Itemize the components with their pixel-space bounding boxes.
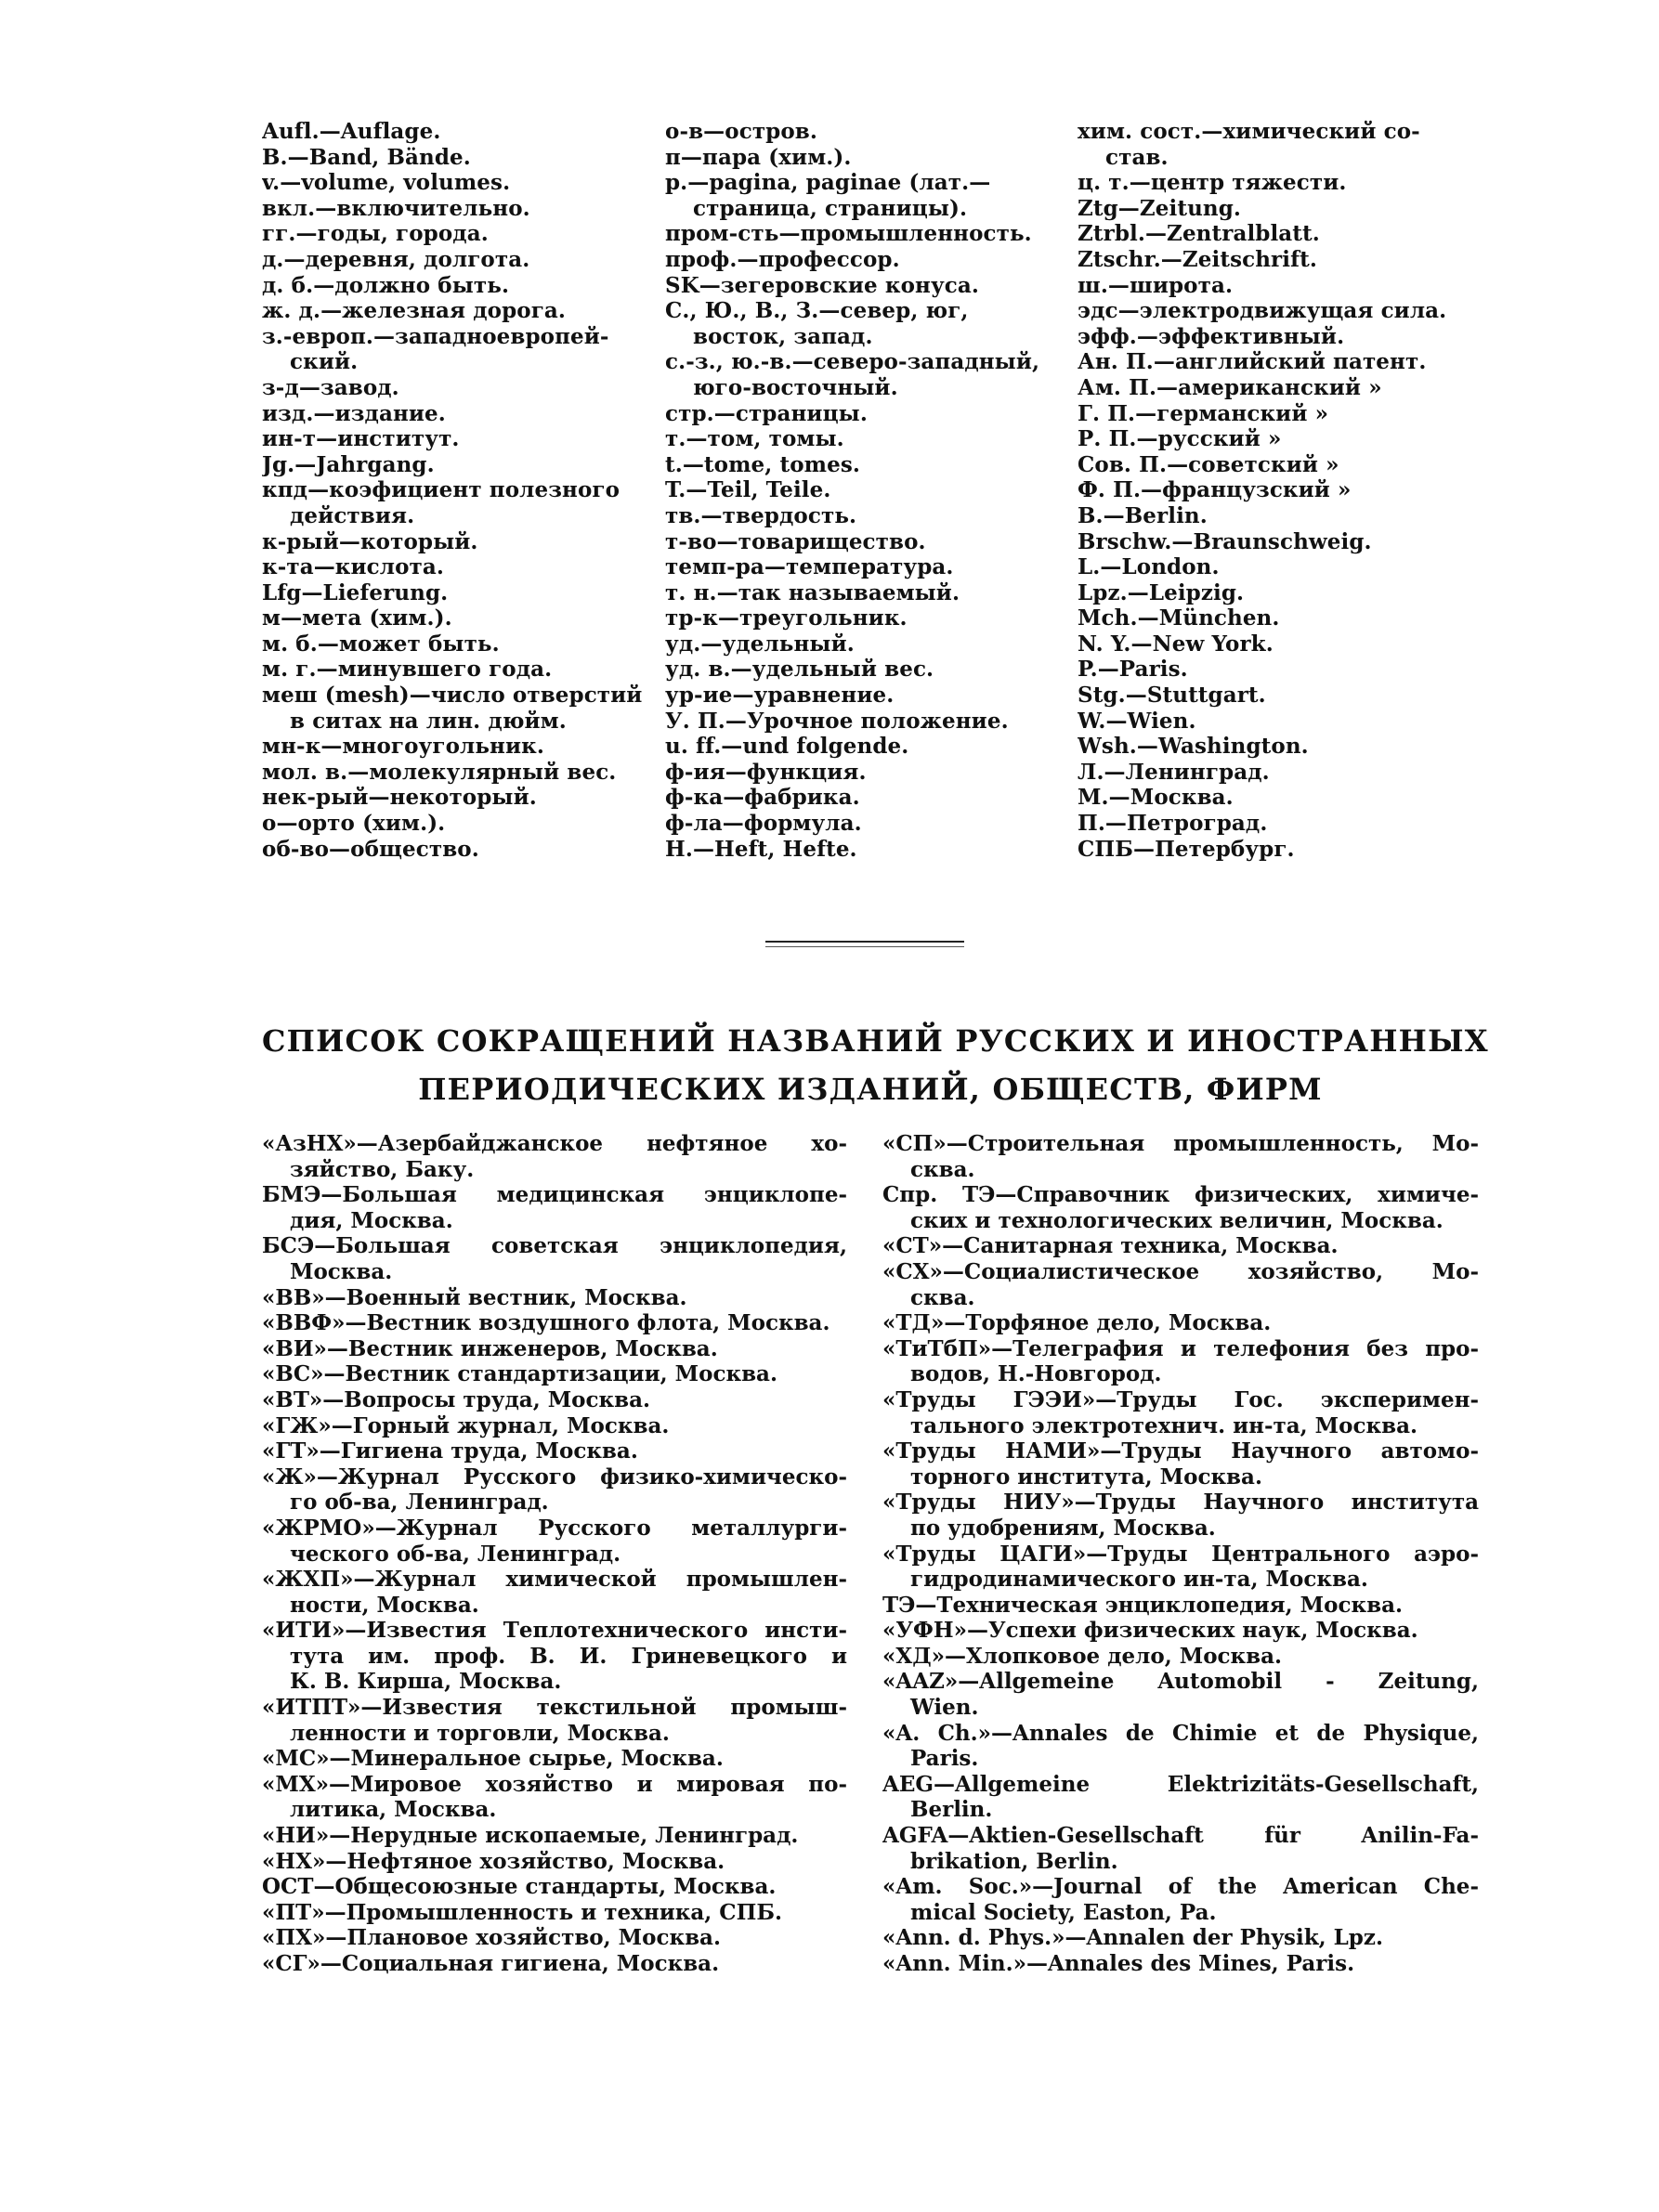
periodical-entry-line: го об-ва, Ленинград. <box>290 1490 549 1516</box>
abbreviation-entry-line: Ф. П.—французский » <box>1078 477 1352 503</box>
periodical-entry-line: AGFA—Aktien-Gesellschaft für Anilin-Fa- <box>882 1823 1479 1849</box>
periodical-entry-line: «СТ»—Санитарная техника, Москва. <box>882 1233 1339 1259</box>
periodical-entry <box>882 1669 1479 1720</box>
abbreviation-entry-line: эдс—электродвижущая сила. <box>1078 298 1447 324</box>
abbreviation-entry-line: нек-рый—некоторый. <box>262 785 537 811</box>
abbreviation-entry-line: Ztg—Zeitung. <box>1078 195 1242 221</box>
section-divider <box>765 941 964 947</box>
abbreviation-entry-line: м—мета (хим.). <box>262 605 452 631</box>
abbreviation-entry-line: м. б.—может быть. <box>262 631 500 657</box>
periodical-entry-line: литика, Москва. <box>290 1797 497 1823</box>
abbreviation-entry-line: ский. <box>290 349 359 375</box>
abbreviation-entry-line: тв.—твердость. <box>665 502 857 528</box>
abbreviation-entry-line: р.—pagina, paginae (лат.— <box>665 170 991 196</box>
abbreviation-entry-line: Brschw.—Braunschweig. <box>1078 528 1372 554</box>
periodical-entry-line: ОСТ—Общесоюзные стандарты, Москва. <box>262 1874 777 1900</box>
periodical-entry <box>882 1772 1479 1823</box>
periodical-entry <box>262 1567 847 1618</box>
periodical-entry-line: «ЖХП»—Журнал химической промышлен- <box>262 1567 847 1593</box>
periodical-entry-line: по удобрениям, Москва. <box>910 1515 1216 1541</box>
abbreviation-entry-line: вкл.—включительно. <box>262 195 530 221</box>
periodical-entry <box>262 1285 847 1311</box>
periodical-entry-line: «A. Ch.»—Annales de Chimie et de Physique, <box>882 1720 1479 1746</box>
periodical-entry-line: «МС»—Минеральное сырье, Москва. <box>262 1746 724 1772</box>
abbreviation-entry-line: м. г.—минувшего года. <box>262 657 553 683</box>
abbreviation-entry-line: У. П.—Урочное положение. <box>665 708 1009 734</box>
abbreviation-entry-line: B.—Band, Bände. <box>262 144 471 170</box>
abbreviation-entry-line: SK—зегеровские конуса. <box>665 272 979 298</box>
abbreviation-entry-line: Ztschr.—Zeitschrift. <box>1078 246 1317 272</box>
abbreviation-entry-line: B.—Berlin. <box>1078 502 1208 528</box>
periodical-entry-line: «ТиТбП»—Телеграфия и телефония без про- <box>882 1335 1479 1361</box>
abbreviation-entry-line: Lpz.—Leipzig. <box>1078 579 1245 605</box>
periodical-entry-line: «Ann. Min.»—Annales des Mines, Paris. <box>882 1951 1355 1976</box>
periodical-entry-line: «УФН»—Успехи физических наук, Москва. <box>882 1618 1418 1644</box>
abbreviation-entry-line: к-та—кислота. <box>262 554 445 580</box>
periodical-entry-line: «ГТ»—Гигиена труда, Москва. <box>262 1438 638 1464</box>
section-title-line-2: ПЕРИОДИЧЕСКИХ ИЗДАНИЙ, ОБЩЕСТВ, ФИРМ <box>418 1072 1323 1107</box>
periodical-entry-line: «ИТПТ»—Известия текстильной промыш- <box>262 1695 847 1721</box>
periodical-entry <box>882 1259 1479 1310</box>
periodical-entry-line: «ВС»—Вестник стандартизации, Москва. <box>262 1361 777 1387</box>
periodical-entry-line: Спр. ТЭ—Справочник физических, химиче- <box>882 1182 1479 1208</box>
periodical-entry <box>882 1336 1479 1387</box>
abbreviation-entry-line: H.—Heft, Hefte. <box>665 836 857 862</box>
abbreviation-entry-line: уд. в.—удельный вес. <box>665 657 934 683</box>
abbreviation-entry-line: эфф.—эффективный. <box>1078 323 1345 349</box>
periodical-entry <box>882 1925 1479 1951</box>
periodical-entry-line: «ВТ»—Вопросы труда, Москва. <box>262 1386 651 1412</box>
periodical-entry-line: «Труды ГЭЭИ»—Труды Гос. эксперимен- <box>882 1386 1479 1412</box>
abbreviation-entry-line: з-д—завод. <box>262 374 399 400</box>
abbreviation-entry-line: ш.—широта. <box>1078 272 1234 298</box>
periodical-entry-line: «НИ»—Нерудные ископаемые, Ленинград. <box>262 1823 799 1849</box>
periodical-entry-line: «ИТИ»—Известия Теплотехнического инсти- <box>262 1618 847 1644</box>
abbreviation-entry-line: кпд—коэфициент полезного <box>262 477 620 503</box>
periodical-entry <box>262 1823 847 1849</box>
periodical-entry <box>262 1464 847 1516</box>
periodical-entry-line: «Труды ЦАГИ»—Труды Центрального аэро- <box>882 1541 1479 1567</box>
abbreviation-entry-line: С., Ю., В., З.—север, юг, <box>665 298 969 324</box>
periodical-entry-line: «Труды НАМИ»—Труды Научного автомо- <box>882 1438 1479 1464</box>
periodical-entry-line: гидродинамического ин-та, Москва. <box>910 1567 1368 1593</box>
periodical-entry-line: Wien. <box>910 1695 979 1721</box>
abbreviation-entry-line: L.—London. <box>1078 554 1220 580</box>
periodical-entry <box>262 1310 847 1336</box>
periodical-entry-line: зяйство, Баку. <box>290 1156 475 1182</box>
periodical-entry <box>262 1772 847 1823</box>
abbreviation-entry-line: пром-сть—промышленность. <box>665 221 1032 247</box>
abbreviation-entry-line: о-в—остров. <box>665 119 817 144</box>
periodical-entry <box>882 1593 1479 1619</box>
periodical-entry <box>262 1951 847 1977</box>
abbreviation-entry-line: страница, страницы). <box>693 195 968 221</box>
abbreviation-entry-line: М.—Москва. <box>1078 785 1234 811</box>
section-title-line-1: СПИСОК СОКРАЩЕНИЙ НАЗВАНИЙ РУССКИХ И ИНОСТРАННЫХ <box>262 1023 1489 1059</box>
abbreviation-entry-line: т. н.—так называемый. <box>665 579 960 605</box>
abbreviation-entry-line: ж. д.—железная дорога. <box>262 298 566 324</box>
periodical-entry <box>882 1542 1479 1593</box>
periodical-entry-line: «СП»—Строительная промышленность, Мо- <box>882 1131 1479 1156</box>
abbreviations-column-3 <box>1078 119 1479 862</box>
periodical-entry-line: торного института, Москва. <box>910 1464 1262 1490</box>
periodical-entry-line: «СГ»—Социальная гигиена, Москва. <box>262 1951 720 1976</box>
abbreviation-entry-line: Сов. П.—советский » <box>1078 451 1339 477</box>
abbreviation-entry-line: Л.—Ленинград. <box>1078 759 1270 785</box>
periodical-entry <box>882 1310 1479 1336</box>
abbreviation-entry-line: P.—Paris. <box>1078 657 1188 683</box>
periodical-entry-line: «ГЖ»—Горный журнал, Москва. <box>262 1412 670 1438</box>
abbreviation-entry-line: з.-европ.—западноевропей- <box>262 323 609 349</box>
periodical-entry-line: Berlin. <box>910 1797 993 1823</box>
periodical-entry <box>882 1874 1479 1925</box>
abbreviation-entry-line: Ам. П.—американский » <box>1078 374 1382 400</box>
periodical-entry-line: «Ж»—Журнал Русского физико-химическо- <box>262 1464 847 1490</box>
abbreviation-entry-line: п—пара (хим.). <box>665 144 852 170</box>
periodical-entry-line: водов, Н.-Новгород. <box>910 1361 1162 1387</box>
periodical-entry-line: ских и технологических величин, Москва. <box>910 1207 1443 1233</box>
abbreviation-entry-line: хим. сост.—химический со- <box>1078 119 1420 144</box>
periodical-entry <box>882 1182 1479 1233</box>
abbreviation-entry-line: Wsh.—Washington. <box>1078 734 1309 760</box>
periodical-entry-line: «ТД»—Торфяное дело, Москва. <box>882 1310 1272 1336</box>
abbreviation-entry-line: W.—Wien. <box>1078 708 1196 734</box>
periodical-entry-line: БСЭ—Большая советская энциклопедия, <box>262 1233 847 1259</box>
periodical-entry-line: ности, Москва. <box>290 1592 479 1618</box>
periodical-entry <box>262 1131 847 1182</box>
periodical-entry-line: ческого об-ва, Ленинград. <box>290 1541 621 1567</box>
abbreviation-entry-line: т-во—товарищество. <box>665 528 926 554</box>
periodical-entry-line: ленности и торговли, Москва. <box>290 1720 670 1746</box>
abbreviation-entry-line: меш (mesh)—число отверстий <box>262 683 643 709</box>
periodical-entry <box>262 1874 847 1900</box>
periodical-entry-line: Paris. <box>910 1746 979 1772</box>
abbreviation-entry-line: гг.—годы, города. <box>262 221 489 247</box>
periodical-entry <box>262 1746 847 1772</box>
abbreviation-entry-line: тр-к—треугольник. <box>665 605 908 631</box>
periodical-entry-line: «Am. Soc.»—Journal of the American Che- <box>882 1874 1479 1900</box>
periodical-entry-line: mical Society, Easton, Pa. <box>910 1899 1217 1925</box>
abbreviation-entry-line: Mch.—München. <box>1078 605 1280 631</box>
abbreviation-entry-line: v.—volume, volumes. <box>262 170 511 196</box>
periodical-entry <box>882 1618 1479 1644</box>
periodical-entry <box>882 1823 1479 1874</box>
abbreviation-entry-line: действия. <box>290 502 415 528</box>
abbreviation-entry-line: Ztrbl.—Zentralblatt. <box>1078 221 1320 247</box>
abbreviations-column-2 <box>665 119 1074 862</box>
periodical-entry-line: «ПТ»—Промышленность и техника, СПБ. <box>262 1899 782 1925</box>
periodical-entry-line: brikation, Berlin. <box>910 1848 1118 1874</box>
abbreviation-entry-line: Stg.—Stuttgart. <box>1078 683 1266 709</box>
periodical-entry-line: «АзНХ»—Азербайджанское нефтяное хо- <box>262 1131 847 1156</box>
abbreviation-entry-line: д.—деревня, долгота. <box>262 246 530 272</box>
abbreviation-entry-line: восток, запад. <box>693 323 873 349</box>
abbreviation-entry-line: т.—том, томы. <box>665 426 844 452</box>
abbreviation-entry-line: ф-ла—формула. <box>665 811 862 837</box>
periodical-entry <box>262 1336 847 1362</box>
periodical-entry-line: «ВВФ»—Вестник воздушного флота, Москва. <box>262 1310 830 1336</box>
abbreviations-list <box>262 119 1479 880</box>
periodical-entry <box>262 1900 847 1926</box>
periodical-entry-line: Москва. <box>290 1258 393 1284</box>
periodical-entry-line: «Ann. d. Phys.»—Annalen der Physik, Lpz. <box>882 1925 1383 1951</box>
abbreviation-entry-line: об-во—общество. <box>262 836 479 862</box>
periodicals-column-1 <box>262 1131 847 1977</box>
periodical-entry-line: БМЭ—Большая медицинская энциклопе- <box>262 1182 847 1208</box>
periodical-entry-line: «НХ»—Нефтяное хозяйство, Москва. <box>262 1848 725 1874</box>
periodical-entry <box>262 1618 847 1695</box>
periodical-entry-line: дия, Москва. <box>290 1207 453 1233</box>
abbreviation-entry-line: с.-з., ю.-в.—северо-западный, <box>665 349 1040 375</box>
periodical-entry <box>262 1361 847 1387</box>
abbreviation-entry-line: д. б.—должно быть. <box>262 272 510 298</box>
abbreviation-entry-line: став. <box>1105 144 1169 170</box>
abbreviation-entry-line: ф-ка—фабрика. <box>665 785 860 811</box>
periodical-entry-line: «ВВ»—Военный вестник, Москва. <box>262 1284 687 1310</box>
abbreviation-entry-line: П.—Петроград. <box>1078 811 1268 837</box>
abbreviation-entry-line: СПБ—Петербург. <box>1078 836 1295 862</box>
abbreviation-entry-line: стр.—страницы. <box>665 400 868 426</box>
periodical-entry-line: «МХ»—Мировое хозяйство и мировая по- <box>262 1771 847 1797</box>
abbreviation-entry-line: уд.—удельный. <box>665 631 855 657</box>
periodical-entry <box>262 1387 847 1413</box>
periodical-entry <box>882 1490 1479 1541</box>
abbreviation-entry-line: темп-ра—температура. <box>665 554 954 580</box>
periodical-entry-line: «Труды НИУ»—Труды Научного института <box>882 1490 1479 1516</box>
abbreviation-entry-line: о—орто (хим.). <box>262 811 446 837</box>
periodical-entry <box>882 1233 1479 1259</box>
abbreviation-entry-line: юго-восточный. <box>693 374 898 400</box>
abbreviation-entry-line: Г. П.—германский » <box>1078 400 1329 426</box>
abbreviation-entry-line: N. Y.—New York. <box>1078 631 1274 657</box>
periodical-entry <box>262 1233 847 1284</box>
periodical-entry-line: тального электротехнич. ин-та, Москва. <box>910 1412 1417 1438</box>
periodical-entry-line: сква. <box>910 1156 975 1182</box>
abbreviation-entry-line: t.—tome, tomes. <box>665 451 860 477</box>
abbreviation-entry-line: Aufl.—Auflage. <box>262 119 441 144</box>
abbreviation-entry-line: к-рый—который. <box>262 528 478 554</box>
periodicals-column-2 <box>882 1131 1479 1977</box>
periodical-entry-line: К. В. Кирша, Москва. <box>290 1669 562 1695</box>
periodical-entry <box>882 1438 1479 1490</box>
periodical-entry-line: ТЭ—Техническая энциклопедия, Москва. <box>882 1592 1403 1618</box>
abbreviations-column-1 <box>262 119 643 862</box>
periodical-entry <box>882 1131 1479 1182</box>
abbreviation-entry-line: мн-к—многоугольник. <box>262 734 544 760</box>
abbreviation-entry-line: в ситах на лин. дюйм. <box>290 708 567 734</box>
abbreviation-entry-line: ин-т—институт. <box>262 426 460 452</box>
periodical-entry-line: «AAZ»—Allgemeine Automobil - Zeitung, <box>882 1669 1479 1695</box>
periodical-entry <box>882 1644 1479 1670</box>
periodical-entry <box>262 1182 847 1233</box>
abbreviation-entry-line: u. ff.—und folgende. <box>665 734 909 760</box>
abbreviation-entry-line: проф.—профессор. <box>665 246 900 272</box>
periodical-entry-line: «ЖРМО»—Журнал Русского металлурги- <box>262 1515 847 1541</box>
abbreviation-entry-line: ур-ие—уравнение. <box>665 683 895 709</box>
periodical-entry <box>262 1438 847 1464</box>
periodical-entry <box>882 1951 1479 1977</box>
abbreviation-entry-line: Jg.—Jahrgang. <box>262 451 435 477</box>
periodical-entry-line: «ВИ»—Вестник инженеров, Москва. <box>262 1335 718 1361</box>
periodical-entry <box>882 1721 1479 1772</box>
abbreviation-entry-line: Lfg—Lieferung. <box>262 579 449 605</box>
abbreviation-entry-line: изд.—издание. <box>262 400 446 426</box>
periodical-entry <box>262 1925 847 1951</box>
periodical-entry-line: «СХ»—Социалистическое хозяйство, Мо- <box>882 1258 1479 1284</box>
abbreviation-entry-line: мол. в.—молекулярный вес. <box>262 759 617 785</box>
periodical-entry-line: «ХД»—Хлопковое дело, Москва. <box>882 1643 1283 1669</box>
periodical-entry <box>262 1849 847 1875</box>
periodical-entry <box>262 1413 847 1439</box>
periodical-entry-line: «ПХ»—Плановое хозяйство, Москва. <box>262 1925 721 1951</box>
abbreviation-entry-line: ц. т.—центр тяжести. <box>1078 170 1347 196</box>
periodical-entry-line: AEG—Allgemeine Elektrizitäts-Gesellschaft, <box>882 1771 1479 1797</box>
periodical-entry-line: тута им. проф. В. И. Гриневецкого и <box>290 1643 847 1669</box>
periodical-entry-line: сква. <box>910 1284 975 1310</box>
periodical-entry <box>262 1516 847 1567</box>
abbreviation-entry-line: T.—Teil, Teile. <box>665 477 831 503</box>
periodical-entry <box>262 1695 847 1746</box>
abbreviation-entry-line: Р. П.—русский » <box>1078 426 1282 452</box>
periodical-entry <box>882 1387 1479 1438</box>
abbreviation-entry-line: ф-ия—функция. <box>665 759 867 785</box>
abbreviation-entry-line: Ан. П.—английский патент. <box>1078 349 1427 375</box>
